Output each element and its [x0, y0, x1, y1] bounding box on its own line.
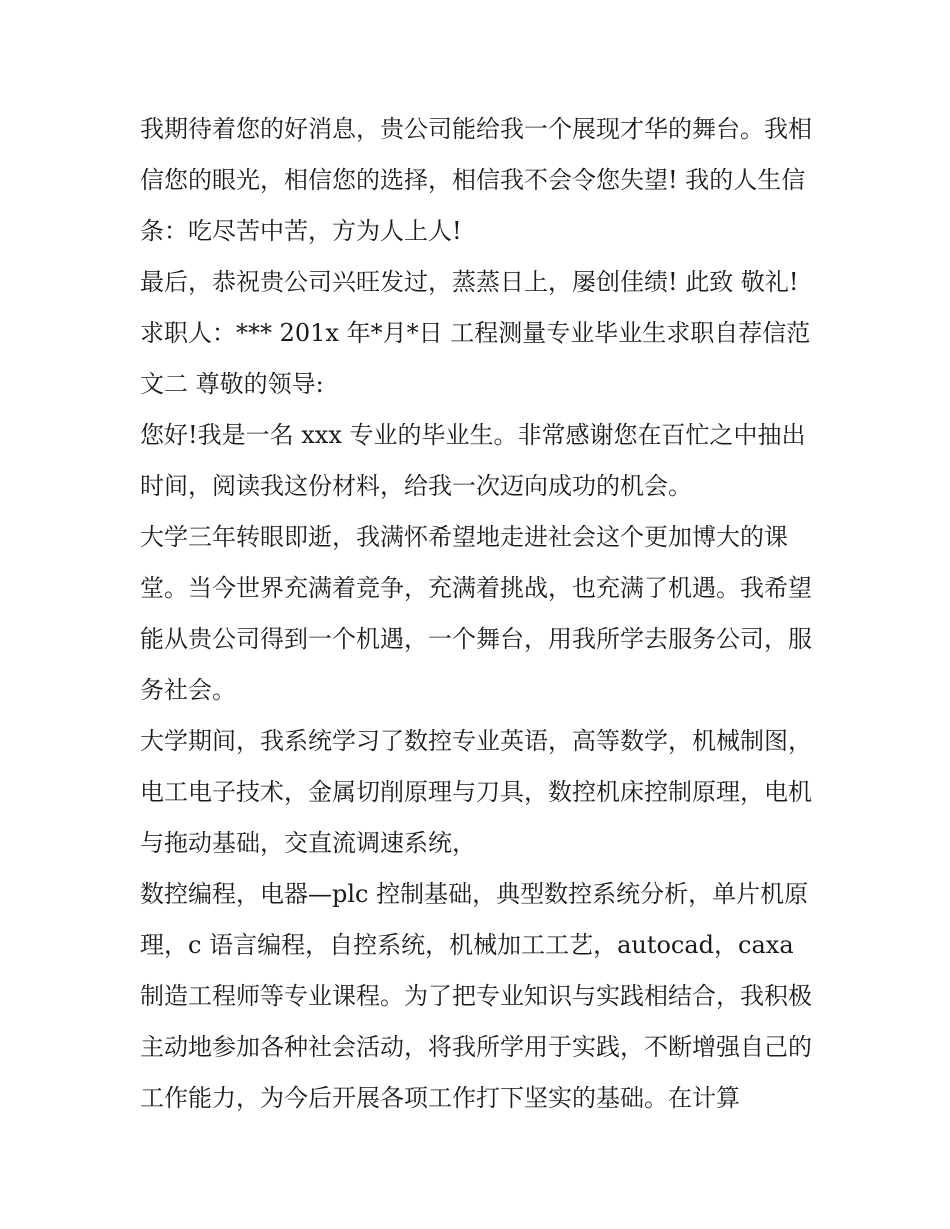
paragraph-courses-continued: 数控编程，电器—plc 控制基础，典型数控系统分析，单片机原理，c 语言编程，自控系统，机械加工工艺，autocad，caxa 制造工程师等专业课程。为了把专业知识与实践相结合，我积极主动地参加各种社会活动，将我所学用于实践，不断增强自己的工作能力，为今后开展各项工作打下坚实的基础。在计算	[140, 880, 812, 1112]
document-body	[140, 104, 820, 1124]
paragraph-closing-wish: 我期待着您的好消息，贵公司能给我一个展现才华的舞台。我相信您的眼光，相信您的选择，相信我不会令您失望! 我的人生信条：吃尽苦中苦，方为人上人!	[140, 115, 812, 245]
paragraph-university-years: 大学三年转眼即逝，我满怀希望地走进社会这个更加博大的课堂。当今世界充满着竞争，充满着挑战，也充满了机遇。我希望能从贵公司得到一个机遇，一个舞台，用我所学去服务公司，服务社会。	[140, 523, 812, 704]
paragraph-courses: 大学期间，我系统学习了数控专业英语，高等数学，机械制图，电工电子技术，金属切削原理与刀具，数控机床控制原理，电机与拖动基础，交直流调速系统，	[140, 727, 812, 857]
paragraph-greeting: 您好!我是一名 xxx 专业的毕业生。非常感谢您在百忙之中抽出时间，阅读我这份材料，给我一次迈向成功的机会。	[140, 421, 806, 500]
paragraph-salutation-and-heading: 最后，恭祝贵公司兴旺发过，蒸蒸日上，屡创佳绩! 此致 敬礼! 求职人：*** 201x 年*月*日 工程测量专业毕业生求职自荐信范文二 尊敬的领导:	[140, 268, 811, 398]
